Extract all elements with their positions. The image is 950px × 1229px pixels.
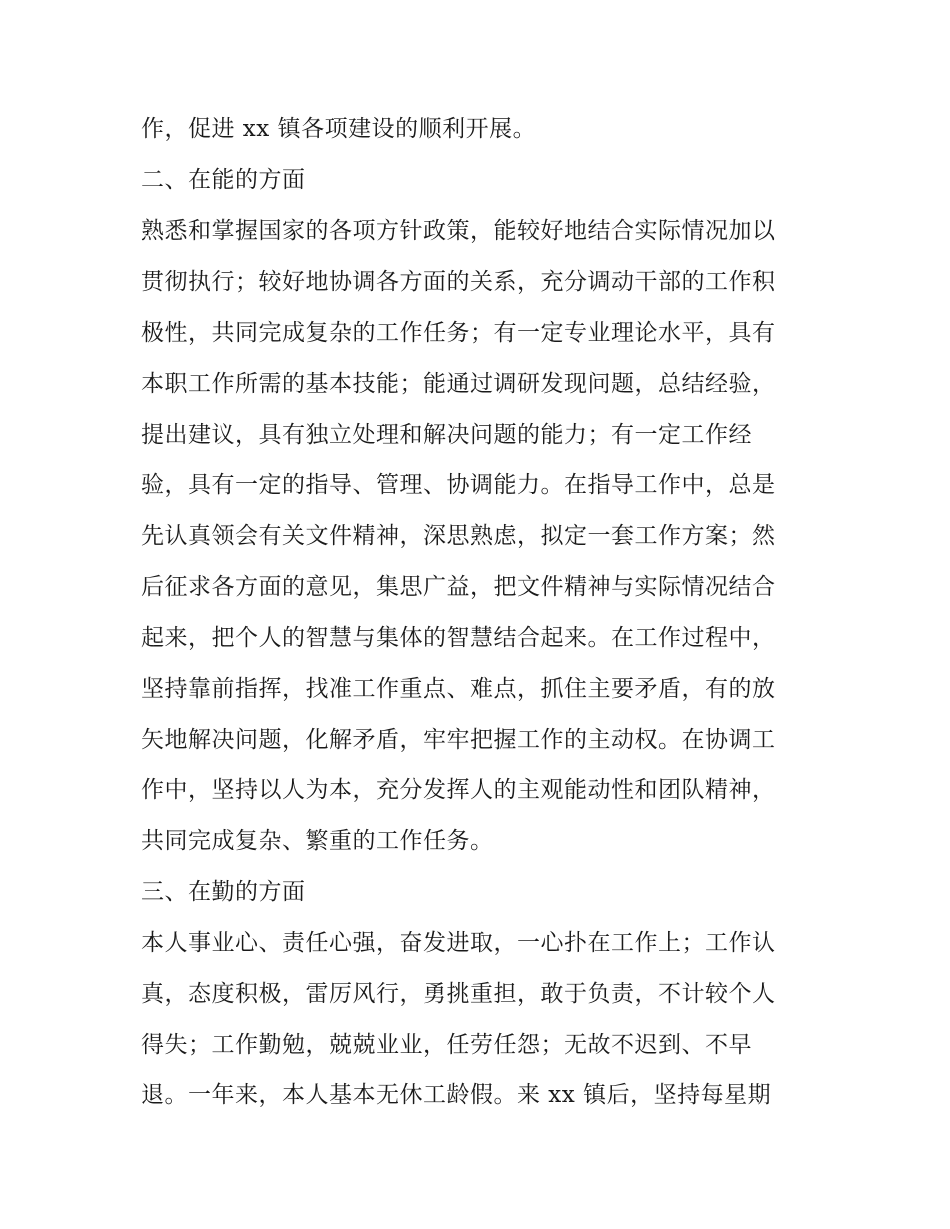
text-line: 坚持靠前指挥，找准工作重点、难点，抓住主要矛盾，有的放 [141, 676, 776, 702]
text-line: 作，促进 xx 镇各项建设的顺利开展。 [141, 116, 537, 142]
text-line: 起来，把个人的智慧与集体的智慧结合起来。在工作过程中， [141, 625, 776, 651]
text-line: 作中，坚持以人为本，充分发挥人的主观能动性和团队精神， [141, 777, 776, 803]
text-line: 熟悉和掌握国家的各项方针政策，能较好地结合实际情况加以 [141, 218, 776, 244]
text-line: 验，具有一定的指导、管理、协调能力。在指导工作中，总是 [141, 472, 776, 498]
text-line: 退。一年来，本人基本无休工龄假。来 xx 镇后，坚持每星期 [141, 1082, 772, 1108]
section-heading: 二、在能的方面 [141, 167, 306, 193]
text-line: 先认真领会有关文件精神，深思熟虑，拟定一套工作方案；然 [141, 523, 776, 549]
text-line: 贯彻执行；较好地协调各方面的关系，充分调动干部的工作积 [141, 269, 776, 295]
text-line: 本职工作所需的基本技能；能通过调研发现问题，总结经验， [141, 371, 776, 397]
text-line: 得失；工作勤勉，兢兢业业，任劳任怨；无故不迟到、不早 [141, 1032, 752, 1058]
text-line: 真，态度积极，雷厉风行，勇挑重担，敢于负责，不计较个人 [141, 981, 776, 1007]
text-line: 后征求各方面的意见，集思广益，把文件精神与实际情况结合 [141, 574, 776, 600]
text-line: 本人事业心、责任心强，奋发进取，一心扑在工作上；工作认 [141, 930, 776, 956]
text-line: 矢地解决问题，化解矛盾，牢牢把握工作的主动权。在协调工 [141, 727, 776, 753]
text-line: 极性，共同完成复杂的工作任务；有一定专业理论水平，具有 [141, 320, 776, 346]
text-line: 共同完成复杂、繁重的工作任务。 [141, 828, 494, 854]
section-heading: 三、在勤的方面 [141, 879, 306, 905]
text-line: 提出建议，具有独立处理和解决问题的能力；有一定工作经 [141, 422, 752, 448]
